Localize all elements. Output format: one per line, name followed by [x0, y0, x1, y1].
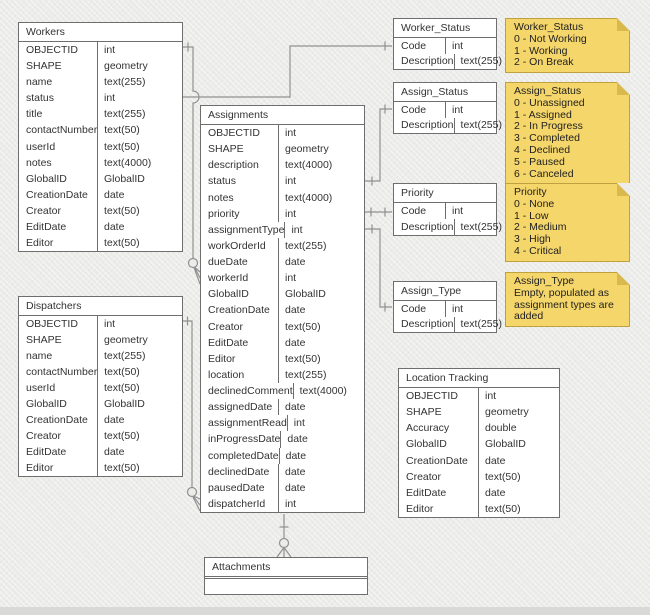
connector-assignments-assignmenttype-to-assign-type [365, 225, 392, 312]
table-title: Location Tracking [399, 369, 559, 388]
field-name: name [19, 348, 98, 364]
note-priority [505, 183, 630, 262]
field-name: SHAPE [399, 404, 479, 420]
field-row [19, 428, 182, 444]
field-row [19, 444, 182, 460]
field-name: Description [394, 118, 455, 134]
field-row [201, 383, 364, 399]
field-type: text(50) [104, 462, 140, 474]
connector-workers-to-assignments-workerid [183, 43, 200, 285]
field-row [19, 348, 182, 364]
field-row [19, 235, 182, 251]
note-lines [514, 199, 621, 258]
empty-row [205, 578, 367, 594]
field-row [201, 480, 364, 496]
field-name: userId [19, 138, 98, 154]
field-type: date [285, 336, 306, 349]
field-name: SHAPE [19, 58, 98, 74]
field-type: date [285, 401, 306, 414]
field-name: Editor [201, 351, 279, 367]
note-title: Assign_Status [514, 85, 582, 97]
field-name: OBJECTID [19, 42, 98, 58]
field-type: text(4000) [299, 385, 347, 398]
field-row [399, 420, 559, 436]
field-name: notes [201, 190, 279, 206]
table-body [394, 203, 502, 235]
field-name: Description [394, 219, 455, 235]
field-row [19, 380, 182, 396]
field-row [19, 171, 182, 187]
field-row [201, 238, 364, 254]
note-line: 4 - Critical [514, 244, 562, 257]
note-title: Assign_Type [514, 275, 575, 287]
field-type: text(50) [104, 430, 140, 442]
field-name: Code [394, 102, 446, 118]
field-type: date [285, 449, 307, 462]
field-type: date [285, 481, 306, 494]
field-type: text(255) [104, 108, 146, 121]
note-fold-icon [617, 183, 630, 196]
field-row [201, 367, 364, 383]
field-type: int [285, 272, 297, 285]
field-name: Description [394, 317, 455, 333]
note-lines [514, 98, 621, 181]
field-row [399, 436, 559, 452]
note-line: 0 - Not Working [514, 32, 587, 45]
field-row [19, 122, 182, 138]
note-line: 1 - Low [514, 209, 549, 222]
field-type: double [485, 422, 517, 435]
field-row [201, 319, 364, 335]
field-name: title [19, 106, 98, 122]
field-name: declinedComment [201, 383, 294, 399]
field-type: geometry [104, 334, 148, 346]
note-line: 2 - Medium [514, 221, 567, 234]
field-type: text(50) [285, 320, 321, 333]
table-body [399, 388, 559, 517]
field-name: SHAPE [201, 141, 279, 157]
field-name: inProgressDate [201, 431, 281, 447]
field-row [399, 388, 559, 404]
field-type: text(255) [460, 119, 502, 132]
field-row [19, 42, 182, 58]
field-name: GlobalID [399, 436, 479, 452]
note-title: Worker_Status [514, 21, 584, 33]
field-row [201, 157, 364, 173]
connector-assignments-to-attachments [277, 514, 291, 557]
note-line: 4 - Declined [514, 143, 571, 156]
field-type: date [485, 486, 506, 499]
table-body [394, 301, 502, 332]
note-line: 1 - Working [514, 44, 568, 57]
field-row [19, 412, 182, 428]
field-row [19, 155, 182, 171]
field-name: CreationDate [399, 453, 479, 469]
field-row [201, 335, 364, 351]
field-name: contactNumber [19, 364, 98, 380]
table-dispatchers [18, 296, 183, 477]
field-row [19, 316, 182, 332]
field-type: text(50) [485, 470, 521, 483]
note-line: 3 - Completed [514, 132, 580, 145]
field-name: Creator [201, 319, 279, 335]
field-name: priority [201, 206, 279, 222]
field-name: dueDate [201, 254, 279, 270]
field-name: dispatcherId [201, 496, 279, 512]
field-type: GlobalID [285, 288, 326, 301]
field-row [201, 415, 364, 431]
note-line: 5 - Paused [514, 155, 565, 168]
field-row [201, 286, 364, 302]
field-name: description [201, 157, 279, 173]
field-name: status [201, 173, 279, 189]
table-body [19, 316, 182, 476]
field-type: text(50) [104, 382, 140, 394]
field-name: Editor [19, 460, 98, 476]
field-row [399, 485, 559, 501]
field-row [19, 396, 182, 412]
field-type: text(50) [104, 140, 140, 153]
table-location-tracking [398, 368, 560, 518]
field-name: assignedDate [201, 399, 279, 415]
field-name: SHAPE [19, 332, 98, 348]
field-type: date [285, 256, 306, 269]
field-row [399, 469, 559, 485]
field-type: text(4000) [285, 191, 333, 204]
field-row [394, 301, 496, 317]
field-type: date [485, 454, 506, 467]
field-type: int [285, 127, 297, 140]
bottom-strip [0, 607, 650, 615]
field-type: text(50) [104, 366, 140, 378]
field-type: int [293, 417, 305, 430]
field-row [394, 203, 496, 219]
note-assign-status [505, 82, 630, 184]
field-type: int [285, 207, 297, 220]
field-type: int [452, 302, 464, 315]
field-row [19, 90, 182, 106]
note-fold-icon [617, 18, 630, 31]
field-name: EditDate [19, 444, 98, 460]
field-name: Creator [19, 428, 98, 444]
field-row [201, 206, 364, 222]
field-type: date [287, 433, 308, 446]
note-assign-type [505, 272, 630, 327]
field-row [201, 351, 364, 367]
field-type: date [285, 304, 306, 317]
field-row [19, 106, 182, 122]
field-type: int [452, 39, 464, 52]
field-type: int [104, 44, 116, 57]
field-type: text(50) [485, 502, 521, 515]
table-body [201, 125, 364, 512]
field-name: GlobalID [19, 396, 98, 412]
field-row [394, 317, 502, 333]
field-name: EditDate [19, 219, 98, 235]
table-worker-status [393, 18, 502, 70]
note-line: 6 - Canceled [514, 167, 574, 180]
table-priority [393, 183, 502, 236]
connector-dispatchers-to-assignments-dispatcherid [183, 317, 200, 512]
field-row [201, 141, 364, 157]
field-name: Accuracy [399, 420, 479, 436]
field-type: text(255) [460, 318, 502, 331]
field-type: date [285, 465, 306, 478]
field-type: text(50) [104, 236, 140, 249]
field-row [399, 404, 559, 420]
field-name: CreationDate [201, 302, 279, 318]
field-name: assignmentType [201, 222, 285, 238]
field-row [201, 448, 364, 464]
field-row [394, 118, 502, 134]
field-name: status [19, 90, 98, 106]
field-row [201, 270, 364, 286]
note-worker-status [505, 18, 630, 73]
field-row [201, 173, 364, 189]
field-row [19, 203, 182, 219]
field-row [201, 125, 364, 141]
field-row [201, 190, 364, 206]
field-row [19, 332, 182, 348]
field-type: GlobalID [104, 172, 145, 185]
field-row [201, 254, 364, 270]
field-name: completedDate [201, 448, 280, 464]
note-title: Priority [514, 186, 547, 198]
field-row [19, 187, 182, 203]
field-type: text(4000) [104, 156, 152, 169]
field-name: Editor [19, 235, 98, 251]
note-line: 3 - High [514, 233, 551, 246]
table-title: Assign_Status [394, 83, 496, 102]
table-assign-status [393, 82, 502, 134]
field-name: CreationDate [19, 412, 98, 428]
field-row [394, 219, 502, 235]
connector-workers-status-to-worker-status [183, 42, 392, 98]
field-row [201, 496, 364, 512]
note-lines [514, 288, 621, 323]
field-name: Code [394, 203, 446, 219]
note-line: 2 - On Break [514, 56, 574, 69]
field-row [201, 431, 364, 447]
field-type: int [291, 223, 303, 236]
field-name: notes [19, 155, 98, 171]
note-line: 0 - None [514, 197, 555, 210]
table-title: Workers [19, 23, 182, 42]
field-type: geometry [104, 60, 148, 73]
note-lines [514, 34, 621, 69]
field-row [19, 219, 182, 235]
field-type: geometry [285, 143, 329, 156]
field-name: userId [19, 380, 98, 396]
field-name: workOrderId [201, 238, 279, 254]
field-name: assignmentRead [201, 415, 288, 431]
field-type: date [104, 446, 125, 458]
connector-assignments-priority-to-priority [365, 208, 392, 217]
table-body [19, 42, 182, 251]
field-name: pausedDate [201, 480, 279, 496]
field-type: GlobalID [485, 438, 526, 451]
field-name: Code [394, 38, 446, 54]
field-name: Description [394, 54, 455, 70]
field-type: int [285, 175, 297, 188]
field-type: geometry [485, 406, 529, 419]
field-name: CreationDate [19, 187, 98, 203]
table-title: Worker_Status [394, 19, 496, 38]
field-type: text(50) [285, 352, 321, 365]
table-title: Assign_Type [394, 282, 496, 301]
field-row [19, 74, 182, 90]
table-attachments [204, 557, 368, 595]
field-name: GlobalID [19, 171, 98, 187]
field-name: workerId [201, 270, 279, 286]
field-type: text(255) [104, 76, 146, 89]
connector-assignments-status-to-assign-status [365, 105, 392, 186]
field-type: text(255) [285, 239, 327, 252]
note-line: Empty, populated as [514, 286, 609, 299]
field-row [399, 453, 559, 469]
field-type: int [285, 497, 297, 510]
field-type: text(50) [104, 124, 140, 137]
field-name: EditDate [399, 485, 479, 501]
table-title: Dispatchers [19, 297, 182, 316]
field-row [394, 54, 502, 70]
note-fold-icon [617, 82, 630, 95]
field-row [201, 222, 364, 238]
field-name: Creator [19, 203, 98, 219]
table-assignments [200, 105, 365, 513]
field-row [19, 58, 182, 74]
table-body [394, 102, 502, 133]
note-line: 1 - Assigned [514, 108, 572, 121]
table-workers [18, 22, 183, 252]
field-row [19, 364, 182, 380]
table-body [394, 38, 502, 69]
field-type: date [104, 414, 125, 426]
table-assign-type [393, 281, 502, 333]
field-type: int [104, 92, 116, 105]
field-type: text(255) [460, 221, 502, 233]
field-name: Code [394, 301, 446, 317]
field-type: GlobalID [104, 398, 145, 410]
field-row [201, 302, 364, 318]
field-name: Editor [399, 501, 479, 517]
field-name: contactNumber [19, 122, 98, 138]
field-row [201, 464, 364, 480]
field-row [394, 102, 496, 118]
field-name: OBJECTID [19, 316, 98, 332]
table-title: Priority [394, 184, 496, 203]
field-name: Creator [399, 469, 479, 485]
field-type: date [104, 188, 125, 201]
field-row [394, 38, 496, 54]
note-line: 0 - Unassigned [514, 96, 585, 109]
field-name: declinedDate [201, 464, 279, 480]
field-type: int [452, 103, 464, 116]
field-name: EditDate [201, 335, 279, 351]
field-row [201, 399, 364, 415]
field-row [399, 501, 559, 517]
note-fold-icon [617, 272, 630, 285]
field-type: text(4000) [285, 159, 333, 172]
field-name: OBJECTID [201, 125, 279, 141]
field-row [19, 138, 182, 154]
field-type: int [452, 205, 464, 217]
field-type: text(255) [104, 350, 146, 362]
field-type: text(255) [285, 368, 327, 381]
field-type: date [104, 220, 125, 233]
field-row [19, 460, 182, 476]
field-name: location [201, 367, 279, 383]
field-name: OBJECTID [399, 388, 479, 404]
field-type: int [104, 318, 116, 330]
note-line: 2 - In Progress [514, 120, 583, 133]
field-name: GlobalID [201, 286, 279, 302]
table-title: Assignments [201, 106, 364, 125]
field-type: text(50) [104, 204, 140, 217]
note-line: assignment types are added [514, 298, 614, 323]
field-type: text(255) [460, 55, 502, 68]
field-type: int [485, 390, 497, 403]
table-title: Attachments [205, 558, 367, 577]
field-name: name [19, 74, 98, 90]
